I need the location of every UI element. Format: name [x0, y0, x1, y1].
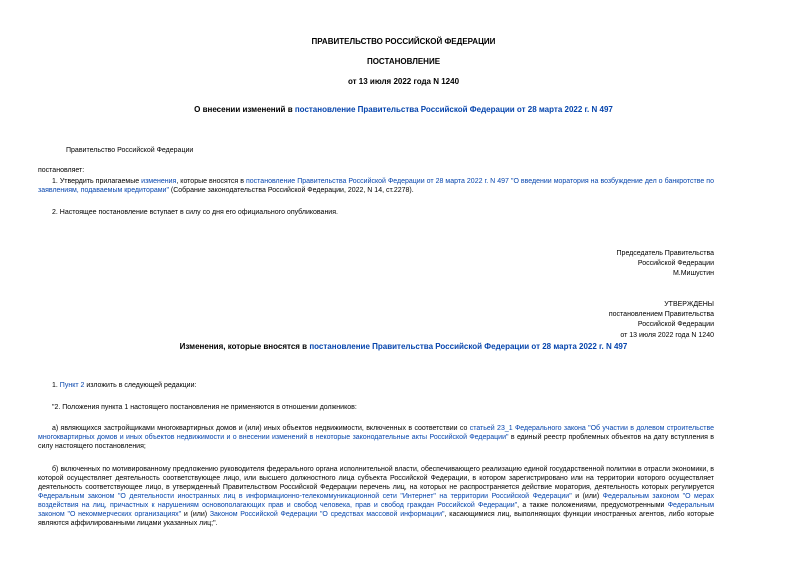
- decides-text: постановляет:: [38, 167, 85, 174]
- subpoint-b-part-1: б) включенных по мотивированному предложению руководителя федерального органа исполнительной власти, обеспечивающего реализацию единой государственной политики в отрасли экономики, в которой осуществляет деятельность соответствующее лицо, или высшего должностного лица субъекта Российской Федерации, в котором зарегистрировано или на территории которого осуществляет деятельность соответствующее лицо, в утвержденный Правительством Российской Федерации перечень лиц, на которых не распространяется действие моратория, деятельность которых регулируется: [38, 466, 714, 491]
- subpoint-b-part-2: и (или): [571, 493, 603, 500]
- changes-item-1: [52, 381, 196, 390]
- approved-heading: УТВЕРЖДЕНЫ: [664, 301, 714, 308]
- human-rights-law-link[interactable]: Федеральным законом "О мерах воздействия на лиц, причастных к нарушениям основополагающих прав и свобод человека, прав и свобод граждан Российской Федерации": [38, 493, 715, 509]
- document-title-prefix: О внесении изменений в: [194, 105, 295, 114]
- signature-position: Председатель Правительства: [616, 250, 714, 257]
- subpoint-b-part-3: , а также положениями, предусмотренными: [517, 502, 668, 509]
- changes-title: [0, 342, 807, 351]
- subpoint-b: [38, 465, 714, 528]
- approved-country: Российской Федерации: [637, 321, 714, 328]
- approved-date: от 13 июля 2022 года N 1240: [620, 332, 714, 339]
- changes-item-1-text: изложить в следующей редакции:: [84, 382, 197, 389]
- signature-country: Российской Федерации: [637, 260, 714, 267]
- changes-link[interactable]: изменения: [141, 178, 177, 185]
- document-date: от 13 июля 2022 года N 1240: [347, 77, 460, 86]
- nonprofit-law-link[interactable]: Федеральным законом "О некоммерческих организациях": [38, 502, 714, 518]
- foreign-persons-law-link[interactable]: Федеральным законом "О деятельности иностранных лиц в информационно-телекоммуникационной сети "Интернет" на территории Российской Федерации": [38, 493, 572, 500]
- paragraph-1-part-a: 1. Утвердить прилагаемые: [52, 178, 142, 185]
- subpoint-a: [38, 424, 714, 451]
- point-2-link[interactable]: Пункт 2: [59, 382, 85, 389]
- document-type-heading: ПОСТАНОВЛЕНИЕ: [366, 57, 441, 66]
- changes-title-prefix: Изменения, которые вносятся в: [179, 342, 310, 351]
- subpoint-a-part-1: а) являющихся застройщиками многоквартирных домов и (или) иных объектов недвижимости, включенных в соответствии со: [52, 425, 470, 432]
- mass-media-law-link[interactable]: Законом Российской Федерации "О средствах массовой информации": [209, 511, 445, 518]
- resolution-497-link[interactable]: постановление Правительства Российской Федерации от 28 марта 2022 г. N 497 "О введении моратория на возбуждение дел о банкротстве по заявлениям, подаваемым кредиторами": [38, 178, 714, 194]
- approved-by: постановлением Правительства: [608, 311, 714, 318]
- government-heading: ПРАВИТЕЛЬСТВО РОССИЙСКОЙ ФЕДЕРАЦИИ: [311, 37, 496, 46]
- changes-item-1-number: 1.: [52, 382, 60, 389]
- paragraph-1: [38, 177, 714, 195]
- subpoint-b-part-4: и (или): [181, 511, 210, 518]
- document-title-link[interactable]: постановление Правительства Российской Федерации от 28 марта 2022 г. N 497: [294, 105, 613, 114]
- article-23-1-link[interactable]: статьей 23_1 Федерального закона "Об участии в долевом строительстве многоквартирных домов и иных объектов недвижимости и о внесении изменений в некоторые законодательные акты Российской Федерации": [38, 425, 714, 441]
- subpoint-b-part-5: , касающимися лиц, выполняющих функции иностранных агентов, либо которые являются аффилированными лицами указанных лиц;".: [38, 511, 714, 527]
- changes-title-link[interactable]: постановление Правительства Российской Федерации от 28 марта 2022 г. N 497: [309, 342, 628, 351]
- signature-name: М.Мишустин: [672, 270, 714, 277]
- paragraph-1-part-b: , которые вносятся в: [176, 178, 246, 185]
- quoted-point-2: "2. Положения пункта 1 настоящего постановления не применяются в отношении должников:: [52, 404, 357, 411]
- subpoint-a-part-2: в единый реестр проблемных объектов на дату вступления в силу настоящего постановления;: [38, 434, 714, 450]
- issuer-text: Правительство Российской Федерации: [66, 147, 194, 154]
- paragraph-1-part-c: (Собрание законодательства Российской Федерации, 2022, N 14, ст.2278).: [168, 187, 414, 194]
- paragraph-2: 2. Настоящее постановление вступает в силу со дня его официального опубликования.: [52, 209, 338, 216]
- document-title: [0, 105, 807, 114]
